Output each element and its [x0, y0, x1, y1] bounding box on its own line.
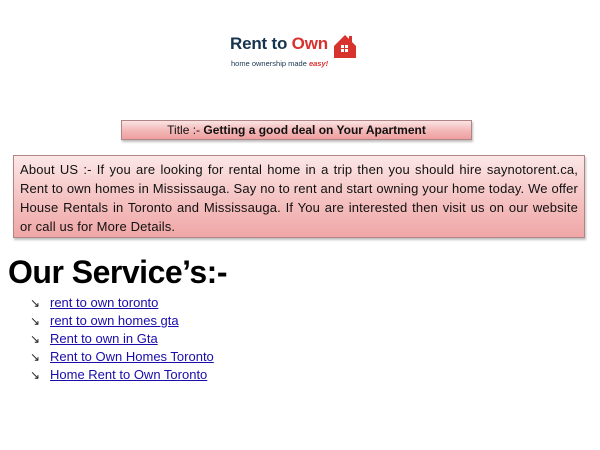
- about-us-box: [13, 155, 585, 238]
- arrow-down-right-icon: ↘: [30, 332, 41, 346]
- service-link-rent-to-own-in-gta[interactable]: Rent to own in Gta: [50, 331, 158, 346]
- arrow-down-right-icon: ↘: [30, 350, 41, 364]
- arrow-down-right-icon: ↘: [30, 296, 41, 310]
- brand-tagline-main: home ownership made: [231, 59, 309, 68]
- service-link-rent-to-own-homes-gta[interactable]: rent to own homes gta: [50, 313, 179, 328]
- page-title: Getting a good deal on Your Apartment: [203, 123, 426, 137]
- about-us-text: About US :- If you are looking for rental home in a trip then you should hire saynotorent.ca, Rent to own homes in Mississauga. Say no to rent and start owning your home today. We offer House Rentals in Toronto and Mississauga. If You are interested then visit us on our website or call us for More Details.: [20, 162, 578, 234]
- service-item: [30, 312, 214, 330]
- services-heading: Our Service’s:-: [8, 254, 227, 290]
- service-item: [30, 294, 214, 312]
- house-icon: [332, 33, 358, 59]
- brand-tagline: [231, 59, 328, 68]
- brand-name-own: Own: [291, 34, 328, 53]
- arrow-down-right-icon: ↘: [30, 368, 41, 382]
- service-link-rent-to-own-homes-toronto[interactable]: Rent to Own Homes Toronto: [50, 349, 214, 364]
- brand-logo[interactable]: [230, 32, 370, 80]
- services-list: [30, 294, 214, 384]
- title-prefix: Title :-: [167, 123, 204, 137]
- service-link-rent-to-own-toronto[interactable]: rent to own toronto: [50, 295, 159, 310]
- brand-name: [230, 34, 328, 54]
- service-item: [30, 366, 214, 384]
- service-link-home-rent-to-own-toronto[interactable]: Home Rent to Own Toronto: [50, 367, 208, 382]
- arrow-down-right-icon: ↘: [30, 314, 41, 328]
- brand-tagline-accent: easy!: [308, 59, 329, 68]
- brand-name-rent: Rent to: [230, 34, 292, 53]
- service-item: [30, 348, 214, 366]
- service-item: [30, 330, 214, 348]
- title-banner: [121, 120, 472, 140]
